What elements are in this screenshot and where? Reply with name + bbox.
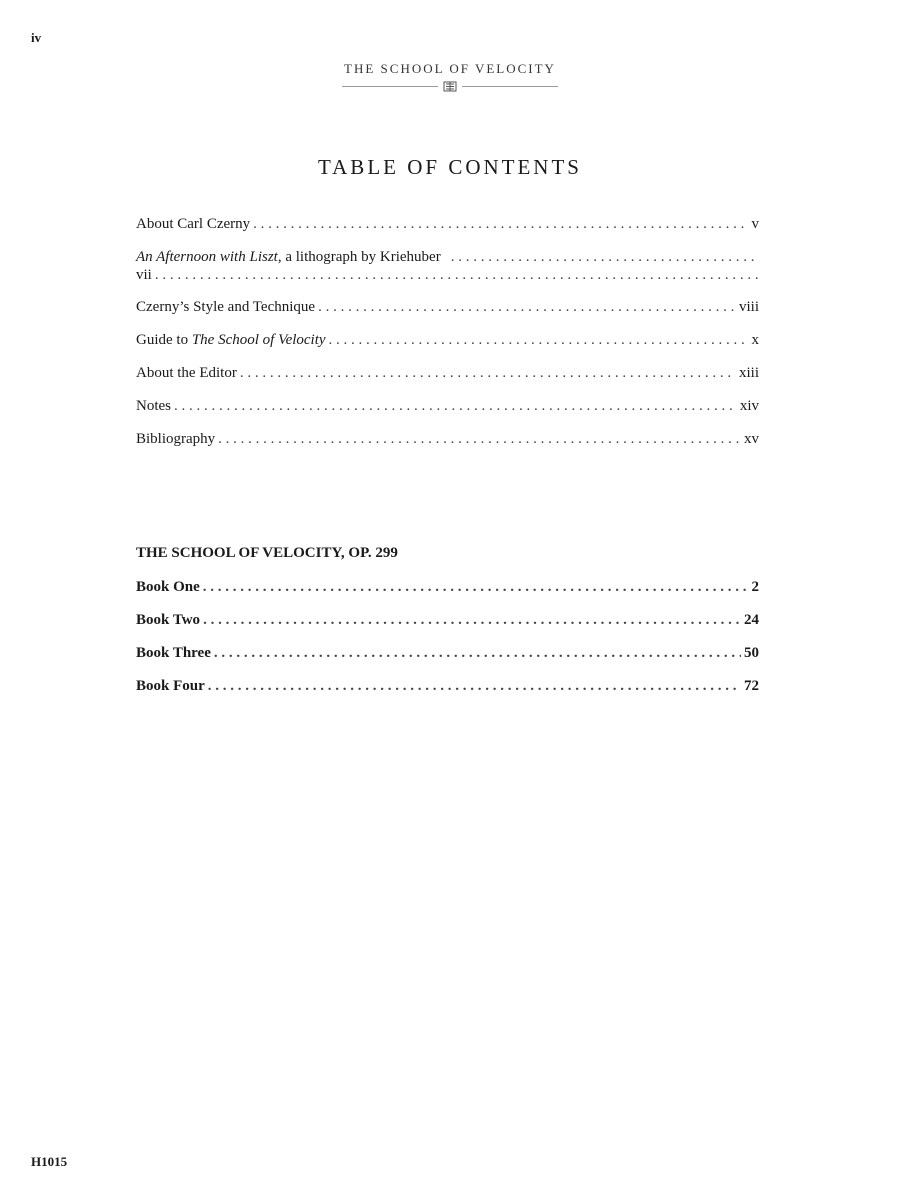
toc-entry-page: vii: [136, 267, 152, 283]
dot-leader: [240, 363, 736, 383]
toc-entry-about-czerny[interactable]: [136, 214, 759, 247]
toc-entry-label: Bibliography: [136, 431, 216, 447]
running-head-ornament-row: [0, 81, 900, 92]
ornament-rule-right: [462, 86, 558, 87]
toc-entry-label-italic: An Afternoon with Liszt: [136, 249, 278, 265]
dot-leader: [329, 330, 749, 350]
dot-leader: [451, 247, 756, 267]
running-head: [0, 61, 900, 92]
toc-entry-page: viii: [738, 299, 759, 315]
toc-entry-label: About Carl Czerny: [136, 216, 251, 232]
dot-leader: [203, 577, 749, 597]
toc-entry-page: xv: [744, 431, 759, 447]
toc-entry-label: Book Two: [136, 612, 201, 628]
toc-entry-label: [136, 247, 441, 267]
dot-leader: [155, 267, 759, 283]
toc-entry-label-prefix: Guide to: [136, 332, 192, 348]
toc-entry-label-rest: , a lithograph by Kriehuber: [277, 249, 441, 265]
toc-entry-label: [136, 330, 326, 350]
catalog-number: H1015: [31, 1154, 68, 1169]
toc-entry-page: xiii: [738, 365, 759, 381]
toc-entry-page: x: [751, 332, 759, 348]
section-heading: THE SCHOOL OF VELOCITY, OP. 299: [136, 545, 398, 561]
dot-leader: [218, 429, 741, 449]
toc-entry-page: 50: [744, 645, 759, 661]
toc-entry-label: Notes: [136, 398, 171, 414]
toc-entry-page: 72: [744, 678, 759, 694]
toc-entry-page: 24: [744, 612, 759, 628]
toc-entry-style-technique[interactable]: [136, 297, 759, 330]
crest-ornament-icon: [443, 81, 457, 92]
toc-entry-page: xiv: [739, 398, 759, 414]
dot-leader: [208, 676, 741, 696]
toc-entry-book-two[interactable]: [136, 610, 759, 643]
toc-entry-page: v: [751, 216, 759, 232]
toc-entry-notes[interactable]: [136, 396, 759, 429]
dot-leader: [174, 396, 737, 416]
toc-entry-page: 2: [751, 579, 759, 595]
toc-entry-guide[interactable]: [136, 330, 759, 363]
toc-entry-label: Czerny’s Style and Technique: [136, 299, 316, 315]
dot-leader: [253, 214, 748, 234]
toc-entry-label: Book One: [136, 579, 200, 595]
toc-entry-book-three[interactable]: [136, 643, 759, 676]
toc-entry-label: Book Three: [136, 645, 211, 661]
toc-entry-label: About the Editor: [136, 365, 237, 381]
toc-entry-book-four[interactable]: [136, 676, 759, 709]
toc-entry-label: Book Four: [136, 678, 205, 694]
page-number: iv: [31, 30, 42, 45]
ornament-rule-left: [342, 86, 438, 87]
front-matter-list: [136, 214, 759, 462]
toc-entry-afternoon-with-liszt[interactable]: [136, 247, 759, 297]
running-head-title: THE SCHOOL OF VELOCITY: [344, 61, 556, 76]
toc-entry-about-editor[interactable]: [136, 363, 759, 396]
toc-entry-bibliography[interactable]: [136, 429, 759, 462]
dot-leader: [214, 643, 741, 663]
toc-entry-book-one[interactable]: [136, 577, 759, 610]
dot-leader: [318, 297, 736, 317]
dot-leader: [203, 610, 741, 630]
toc-entry-label-italic: The School of Velocity: [191, 332, 326, 348]
books-list: [136, 577, 759, 709]
toc-title: TABLE OF CONTENTS: [318, 155, 582, 179]
